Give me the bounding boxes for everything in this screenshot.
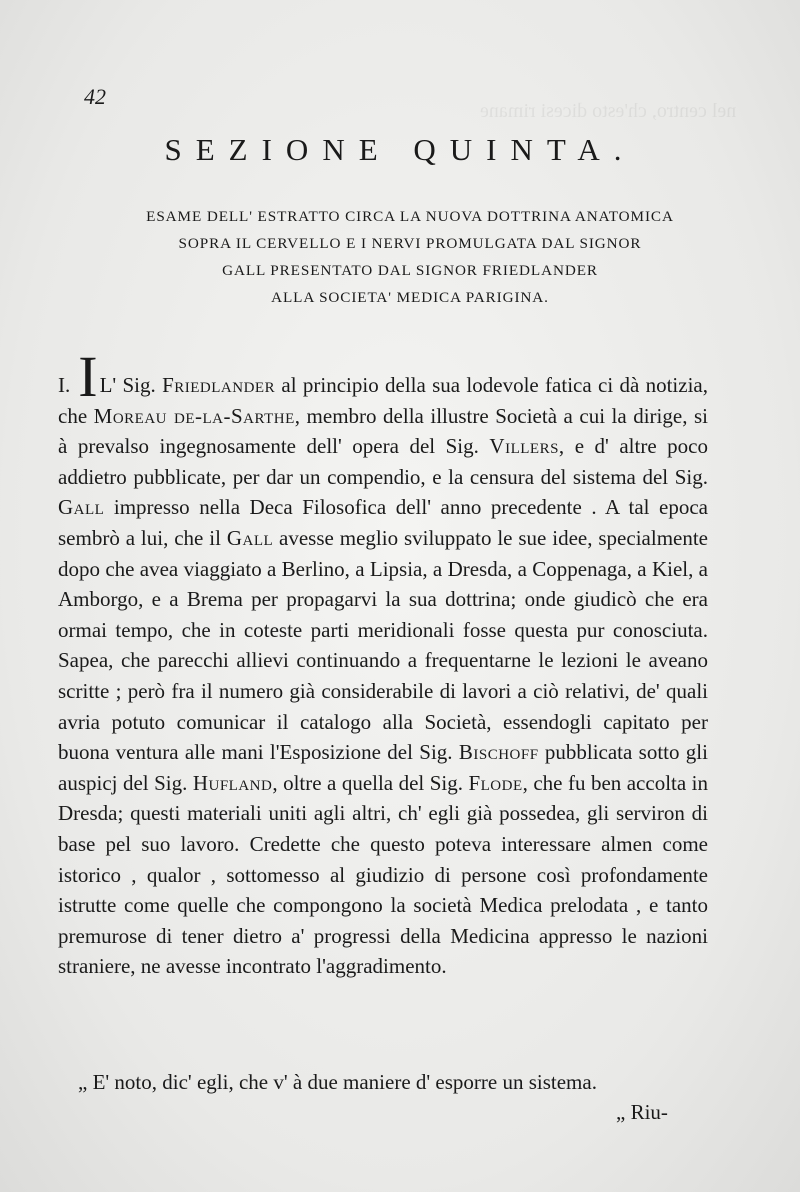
person-name: Gall: [58, 495, 105, 520]
text-run: , membro della illustre Società a cui la dirige, si à prevalso ingegnosamente dell' opera del Sig.: [58, 403, 708, 459]
person-name: Friedlander: [162, 373, 276, 397]
text-run: , che fu ben accolta in Dresda; questi materiali uniti agli altri, ch' egli già possedea, gli serviron di base pel suo lavoro. Credette che questo poteva interessare almen come istorico , qualor , sottomesso al giudizio di persone così profondamente istrutte come quelle che compongono la società Medica prelodata , e tanto premurose di tener dietro a' progressi della Medicina appresso le nazioni straniere, ne avesse incontrato l'aggradimento.: [58, 770, 708, 979]
person-name: Flode: [468, 770, 523, 795]
quote-line: „ E' noto, dic' egli, che v' à due maniere d' esporre un sistema.: [78, 1070, 597, 1094]
subtitle-line: ESAME DELL' ESTRATTO CIRCA LA NUOVA DOTTRINA ANATOMICA: [146, 208, 674, 225]
person-name: Villers: [489, 434, 559, 459]
person-name: Moreau de-la-Sarthe: [93, 403, 295, 428]
subtitle-line: SOPRA IL CERVELLO E I NERVI PROMULGATA DAL SIGNOR: [178, 235, 642, 252]
body-paragraph: [58, 344, 708, 982]
subtitle-line: GALL PRESENTATO DAL SIGNOR FRIEDLANDER: [222, 262, 598, 279]
show-through-text: nel centro, ch'esto dicesi rimane: [480, 100, 737, 122]
text-run: impresso nella Deca Filosofica dell' anno precedente . A tal epoca sembrò a lui, che il: [58, 495, 708, 550]
paragraph-text: [58, 373, 708, 978]
text-run: L' Sig.: [99, 373, 163, 397]
person-name: Gall: [226, 525, 274, 550]
person-name: Hufland: [192, 770, 273, 795]
paragraph-number: I.: [58, 373, 71, 397]
page-number: 42: [84, 84, 106, 109]
text-run: pubblicata sotto gli auspicj del Sig.: [58, 740, 708, 795]
person-name: Bischoff: [458, 740, 539, 765]
text-run: , oltre a quella del Sig.: [272, 770, 469, 795]
drop-cap: I: [78, 344, 98, 409]
catchword: „ Riu-: [616, 1100, 668, 1124]
text-run: , e d' altre poco addietro pubblicate, per dar un compendio, e la censura del sistema del Sig.: [58, 434, 708, 489]
text-run: avesse meglio sviluppato le sue idee, specialmente dopo che avea viaggiato a Berlino, a Lipsia, a Dresda, a Coppenaga, a Kiel, a Amborgo, e a Brema per propagarvi la sua dottrina; onde giudicò che era ormai tempo, che in coteste parti meridionali fosse questa pur conosciuta. Sapea, che parecchi allievi continuando a frequentarne le lezioni le aveano scritte ; però fra il numero già considerabile di lavori a ciò relativi, de' quali avria potuto comunicar il catalogo alla Società, essendogli capitato per buona ventura alle mani l'Esposizione del Sig.: [58, 525, 708, 765]
text-run: al principio della sua lodevole fatica ci dà notizia, che: [58, 373, 708, 428]
section-subtitle: [60, 203, 760, 311]
subtitle-line: ALLA SOCIETA' MEDICA PARIGINA.: [271, 289, 549, 306]
section-title: SEZIONE QUINTA.: [164, 132, 636, 167]
